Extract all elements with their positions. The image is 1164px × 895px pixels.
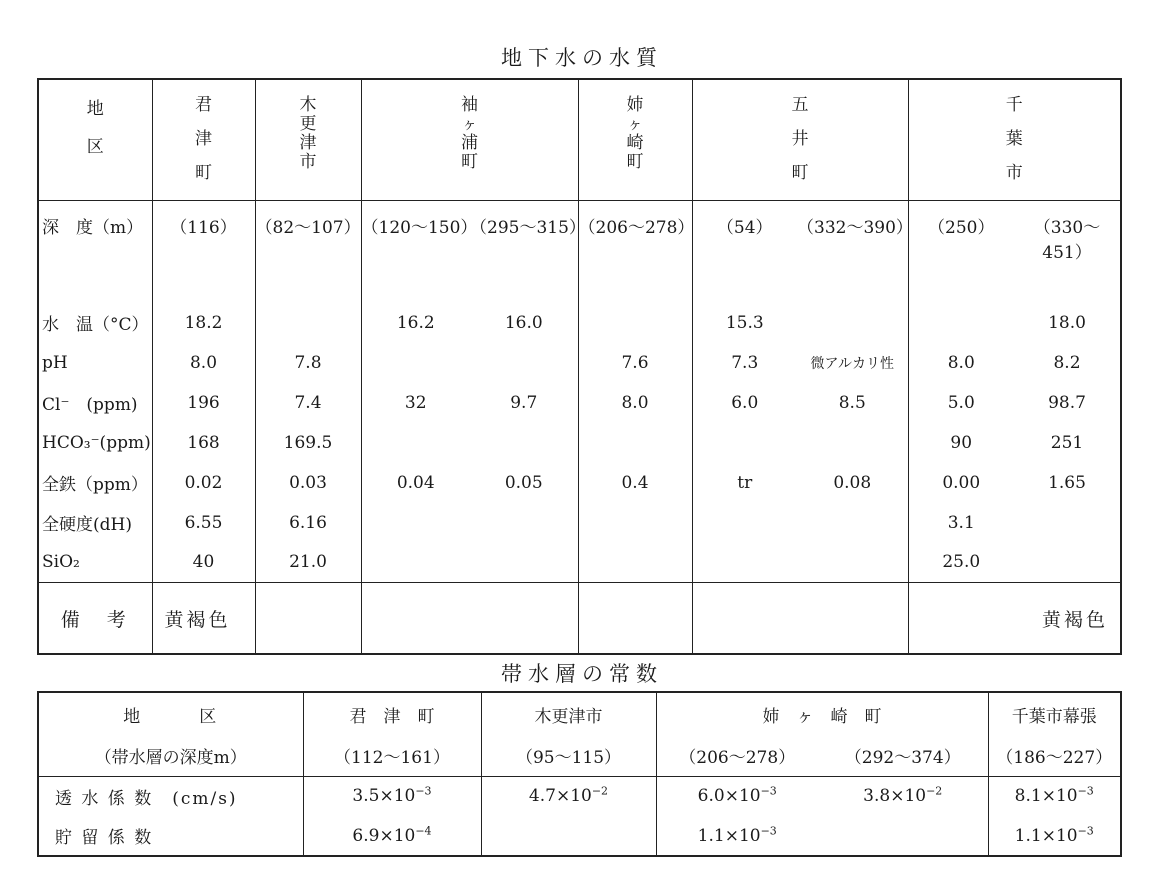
cell-value: 8.0 (578, 383, 692, 423)
exponent: −3 (760, 784, 777, 798)
header-char: 姉 (626, 95, 644, 115)
row-label: pH (42, 352, 68, 373)
spacer-cell (470, 263, 578, 303)
cell-value (361, 343, 470, 383)
header-char: 市 (299, 152, 317, 172)
cell-value (692, 423, 797, 463)
permeability-value (303, 776, 481, 816)
cell-value: 21.0 (255, 543, 361, 583)
cell-value (578, 423, 692, 463)
spacer-cell (578, 263, 692, 303)
exponent: −2 (926, 784, 943, 798)
header-char: 木 (299, 95, 317, 115)
cell-value (908, 303, 1014, 343)
cell-value: （54） (692, 200, 797, 263)
cell-value: 3.1 (908, 503, 1014, 543)
header-char: 町 (626, 152, 644, 172)
cell-value: 8.0 (908, 343, 1014, 383)
cell-value (255, 303, 361, 343)
mantissa: 8.1×10 (1014, 786, 1078, 807)
cell-value: 0.02 (152, 463, 255, 503)
header-char: 君 (195, 95, 212, 115)
header-char: ヶ (627, 115, 643, 133)
row-label: 深 度（m） (42, 217, 144, 238)
cell-value: 0.05 (504, 472, 543, 493)
cell-value: 8.2 (1053, 352, 1081, 373)
header-district-char: 区 (86, 137, 104, 157)
cell-value: 0.4 (578, 463, 692, 503)
aquifer-anegasaki-label: 姉 ヶ 崎 町 (656, 692, 988, 736)
cell-value (578, 543, 692, 583)
header-char: 浦 (461, 133, 478, 153)
cell-value (470, 423, 578, 463)
cell-value: （206〜278） (578, 200, 692, 263)
header-char: ヶ (461, 115, 477, 133)
aquifer-depth-value: （95〜115） (481, 736, 656, 776)
header-char: 津 (195, 129, 212, 149)
cell-value: 7.8 (255, 343, 361, 383)
header-char: 町 (195, 163, 212, 183)
mantissa: 3.8×10 (863, 786, 927, 807)
cell-value (797, 543, 908, 583)
exponent: −3 (415, 784, 432, 798)
data-row (38, 503, 1121, 543)
cell-value (692, 503, 797, 543)
cell-value: 8.5 (838, 392, 866, 413)
cell-value (797, 303, 908, 343)
remark-empty (578, 583, 692, 655)
aquifer-depth-row (38, 736, 1121, 776)
header-goi (692, 79, 908, 200)
storage-value (303, 816, 481, 856)
cell-value: 16.0 (504, 312, 543, 333)
cell-value (470, 343, 578, 383)
spacer-cell (152, 263, 255, 303)
cell-value: tr (692, 463, 797, 503)
table1-title: 地下水の水質 (501, 46, 663, 70)
remark-chiba: 黄褐色 (908, 583, 1121, 655)
cell-value: 168 (152, 423, 255, 463)
header-char: 袖 (461, 95, 478, 115)
spacer-cell (361, 263, 470, 303)
aquifer-depth-value: （186〜227） (988, 736, 1121, 776)
remark-empty (361, 583, 578, 655)
cell-value: （120〜150） (361, 200, 470, 263)
spacer-cell (797, 263, 908, 303)
aquifer-depth-value: （112〜161） (303, 736, 481, 776)
cell-value: 16.2 (361, 303, 470, 343)
mantissa: 6.0×10 (697, 786, 761, 807)
storage-value (481, 816, 656, 856)
mantissa: 6.9×10 (352, 825, 416, 846)
row-label: HCO₃⁻(ppm) (42, 432, 151, 453)
cell-value: 5.0 (908, 383, 1014, 423)
cell-value: （250） (908, 200, 1014, 263)
cell-value: 微アルカリ性 (810, 355, 894, 372)
data-row (38, 463, 1121, 503)
cell-value: （116） (152, 200, 255, 263)
data-row (38, 383, 1121, 423)
aquifer-header-row (38, 692, 1121, 736)
water-quality-table (37, 78, 1122, 655)
permeability-value (818, 776, 988, 816)
cell-value (578, 503, 692, 543)
cell-value (692, 543, 797, 583)
cell-value (470, 503, 578, 543)
cell-value: 8.0 (152, 343, 255, 383)
cell-value: （82〜107） (255, 200, 361, 263)
cell-value: 40 (152, 543, 255, 583)
spacer-cell (692, 263, 797, 303)
header-district-char: 地 (86, 99, 104, 119)
header-char: 町 (461, 152, 478, 172)
remark-empty (692, 583, 908, 655)
storage-value (656, 816, 818, 856)
cell-value: （330〜451） (1033, 217, 1101, 263)
header-kisarazu (255, 79, 361, 200)
data-row (38, 343, 1121, 383)
aquifer-chiba-label: 千葉市幕張 (988, 692, 1121, 736)
mantissa: 1.1×10 (697, 825, 761, 846)
header-char: 市 (1005, 163, 1023, 183)
header-chiba (908, 79, 1121, 200)
spacer-cell (1014, 263, 1121, 303)
cell-value (361, 423, 470, 463)
header-char: 五 (791, 95, 809, 115)
cell-value: 6.0 (692, 383, 797, 423)
cell-value (1014, 543, 1121, 583)
header-char: 町 (791, 163, 809, 183)
cell-value: 7.3 (692, 343, 797, 383)
water-quality-body (38, 200, 1121, 583)
table2-title: 帯水層の常数 (501, 662, 663, 686)
cell-value: 251 (1050, 432, 1084, 453)
cell-value (797, 503, 908, 543)
cell-value: 0.00 (908, 463, 1014, 503)
aquifer-district-label: 地 区 (123, 707, 219, 727)
header-char: 千 (1005, 95, 1023, 115)
cell-value (361, 503, 470, 543)
cell-value (578, 303, 692, 343)
storage-label: 貯 留 係 数 (55, 828, 154, 848)
data-row (38, 423, 1121, 463)
cell-value: 7.6 (578, 343, 692, 383)
cell-value: 98.7 (1048, 392, 1086, 413)
remark-label: 備 考 (38, 583, 152, 655)
header-district (38, 79, 152, 200)
cell-value: （295〜315） (470, 217, 586, 238)
cell-value: 6.16 (255, 503, 361, 543)
cell-value: 18.2 (152, 303, 255, 343)
cell-value: 25.0 (908, 543, 1014, 583)
exponent: −2 (591, 784, 609, 798)
exponent: −3 (760, 823, 777, 837)
mantissa: 3.5×10 (352, 786, 416, 807)
permeability-value (656, 776, 818, 816)
row-label: 水 温（°C） (42, 315, 149, 335)
header-char: 葉 (1005, 129, 1023, 149)
spacer-cell (38, 263, 152, 303)
remark-empty (255, 583, 361, 655)
cell-value: 1.65 (1048, 472, 1086, 493)
header-anegasaki (578, 79, 692, 200)
mantissa: 4.7×10 (528, 786, 592, 807)
aquifer-kimitsu-label: 君 津 町 (303, 692, 481, 736)
header-char: 井 (791, 129, 809, 149)
spacer-cell (255, 263, 361, 303)
header-char: 崎 (626, 133, 644, 153)
spacer-cell (908, 263, 1014, 303)
aquifer-depth-value: （206〜278） (656, 736, 818, 776)
cell-value (470, 543, 578, 583)
remark-kimitsu: 黄褐色 (152, 583, 255, 655)
storage-value (988, 816, 1121, 856)
cell-value (797, 423, 908, 463)
permeability-value (481, 776, 656, 816)
aquifer-depth-value: （292〜374） (844, 748, 961, 769)
mantissa: 1.1×10 (1014, 825, 1078, 846)
cell-value: 15.3 (692, 303, 797, 343)
exponent: −4 (415, 823, 432, 837)
storage-value (818, 816, 988, 856)
cell-value: 32 (361, 383, 470, 423)
cell-value: 6.55 (152, 503, 255, 543)
data-row (38, 200, 1121, 263)
cell-value (1014, 503, 1121, 543)
header-row (38, 79, 1121, 200)
header-char: 津 (299, 133, 317, 153)
cell-value: 90 (908, 423, 1014, 463)
exponent: −3 (1077, 784, 1094, 798)
row-label: 全鉄（ppm） (42, 475, 148, 495)
cell-value: 7.4 (255, 383, 361, 423)
row-label: Cl⁻ (ppm) (42, 395, 138, 415)
remark-row (38, 583, 1121, 655)
permeability-value (988, 776, 1121, 816)
cell-value: 18.0 (1048, 312, 1086, 333)
cell-value (361, 543, 470, 583)
cell-value: 169.5 (255, 423, 361, 463)
header-char: 更 (299, 114, 317, 134)
cell-value: 9.7 (510, 392, 538, 413)
cell-value: （332〜390） (797, 217, 913, 238)
row-label: SiO₂ (42, 552, 80, 573)
aquifer-kisarazu-label: 木更津市 (481, 692, 656, 736)
cell-value: 0.03 (255, 463, 361, 503)
row-label: 全硬度(dH) (42, 515, 132, 535)
spacer-row (38, 263, 1121, 303)
cell-value: 196 (152, 383, 255, 423)
permeability-row (38, 776, 1121, 816)
permeability-label: 透 水 係 数 (cm/s) (38, 776, 303, 816)
header-sodegaura (361, 79, 578, 200)
aquifer-table (37, 691, 1122, 857)
header-kimitsu (152, 79, 255, 200)
exponent: −3 (1077, 823, 1094, 837)
data-row (38, 543, 1121, 583)
cell-value: 0.04 (361, 463, 470, 503)
storage-row (38, 816, 1121, 856)
cell-value: 0.08 (833, 472, 872, 493)
aquifer-depth-label: （帯水層の深度m） (94, 748, 247, 769)
data-row (38, 303, 1121, 343)
